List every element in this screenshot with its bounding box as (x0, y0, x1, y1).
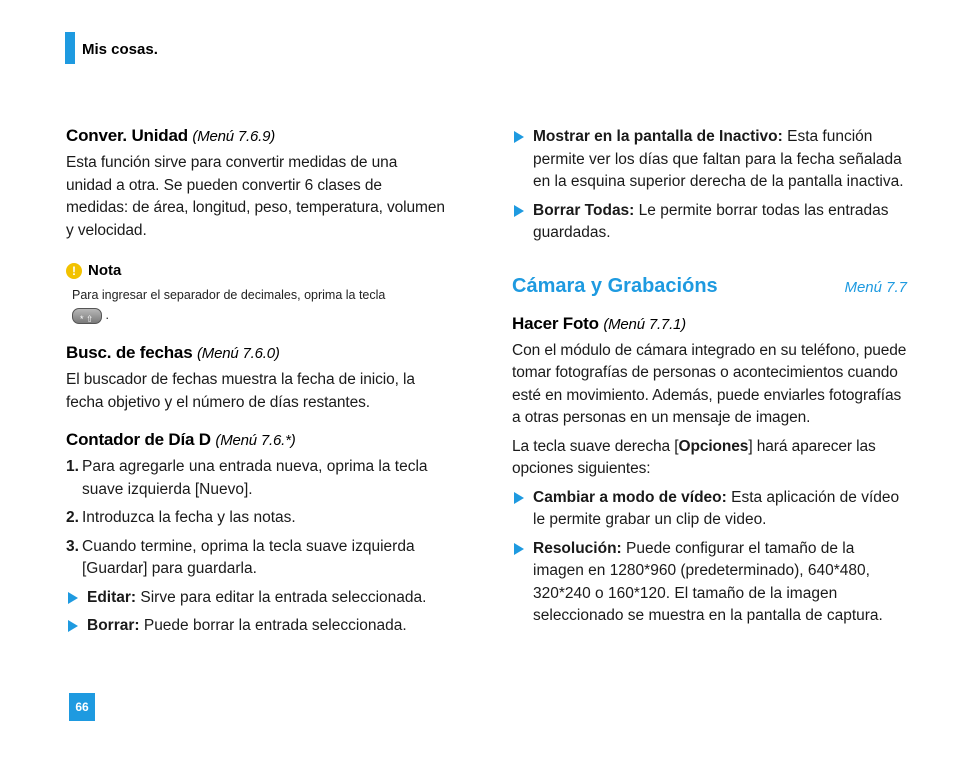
left-column (66, 126, 446, 644)
bullet-item: Borrar: Puede borrar la entrada seleccionada. (66, 615, 446, 638)
header-accent-bar (65, 32, 75, 64)
bullet-item: Resolución: Puede configurar el tamaño de la imagen en 1280*960 (predeterminado), 640*480, 320*240 o 160*120. El tamaño de la imagen seleccionado se muestra en la pantalla de captura. (512, 538, 907, 628)
bullet-item: Cambiar a modo de vídeo: Esta aplicación de vídeo le permite grabar un clip de video. (512, 487, 907, 532)
triangle-bullet-icon (514, 205, 524, 217)
step-item: 3. Cuando termine, oprima la tecla suave izquierda [Guardar] para guardarla. (66, 537, 415, 577)
exclamation-icon: ! (66, 263, 82, 279)
camara-section-title: Cámara y Grabacións Menú 7.7 (512, 274, 907, 297)
opciones-intro: La tecla suave derecha [Opciones] hará aparecer las opciones siguientes: (512, 437, 876, 477)
page-number: 66 (69, 693, 95, 721)
note-box (66, 262, 446, 325)
right-column (512, 126, 907, 634)
busc-fechas-body: El buscador de fechas muestra la fecha de inicio, la fecha objetivo y el número de días restantes. (66, 371, 415, 411)
step-item: 2. Introduzca la fecha y las notas. (66, 509, 296, 526)
conver-unidad-body: Esta función sirve para convertir medidas de una unidad a otra. Se pueden convertir 6 clases de medidas: de área, longitud, peso, temperatura, volumen y velocidad. (66, 154, 445, 239)
page-header-title: Mis cosas. (82, 41, 158, 58)
bullet-item: Borrar Todas: Le permite borrar todas las entradas guardadas. (512, 200, 907, 245)
bullet-item: Mostrar en la pantalla de Inactivo: Esta función permite ver los días que faltan para la fecha señalada en la esquina superior derecha de la pantalla inactiva. (512, 126, 907, 194)
star-key-icon: * ⇧ (72, 308, 102, 324)
conver-unidad-title: Conver. Unidad (Menú 7.6.9) (66, 126, 276, 145)
hacer-foto-body: Con el módulo de cámara integrado en su teléfono, puede tomar fotografías de personas o acontecimientos cuando esté en movimiento. Además, puede enviarles fotografías a otras personas en un mensaje de imagen. (512, 341, 907, 426)
hacer-foto-title: Hacer Foto (Menú 7.7.1) (512, 313, 686, 333)
triangle-bullet-icon (68, 620, 78, 632)
triangle-bullet-icon (514, 492, 524, 504)
triangle-bullet-icon (514, 543, 524, 555)
busc-fechas-title: Busc. de fechas (Menú 7.6.0) (66, 343, 280, 362)
note-text: Para ingresar el separador de decimales, oprima la tecla * ⇧ . (72, 288, 386, 324)
triangle-bullet-icon (68, 592, 78, 604)
note-label: Nota (88, 262, 122, 279)
triangle-bullet-icon (514, 131, 524, 143)
step-item: 1. Para agregarle una entrada nueva, oprima la tecla suave izquierda [Nuevo]. (66, 458, 428, 498)
bullet-item: Editar: Sirve para editar la entrada seleccionada. (66, 587, 446, 610)
contador-title: Contador de Día D (Menú 7.6.*) (66, 430, 296, 449)
